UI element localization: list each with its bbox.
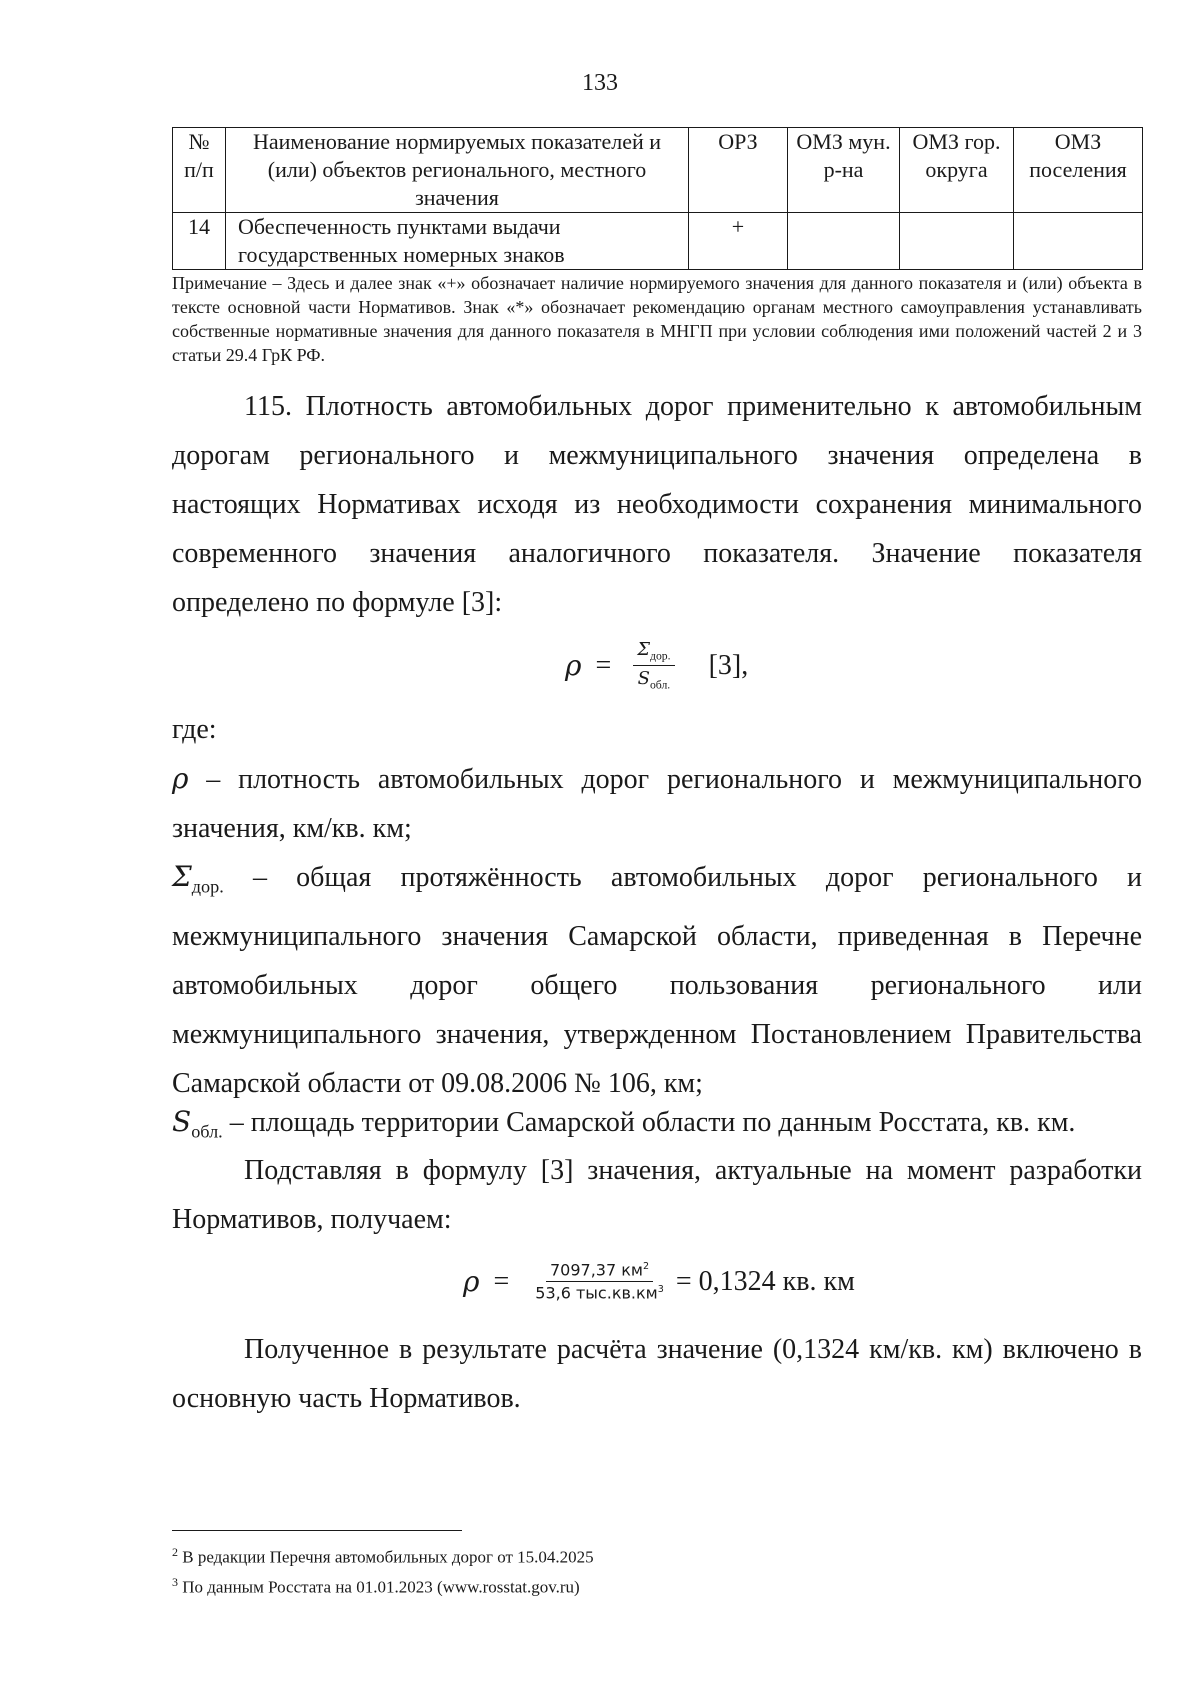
header-omz-gor: ОМЗ гор. округа [900, 128, 1014, 213]
def-rho-text: – плотность автомобильных дорог регионального и межмуниципального значения, км/кв. км; [172, 764, 1142, 844]
formula-den-sub: обл. [649, 678, 671, 692]
footnote-separator [172, 1530, 462, 1531]
formula2-num: 7097,37 км [550, 1260, 643, 1280]
formula2-den-sup: 3 [657, 1284, 664, 1296]
table-header-row [173, 128, 1143, 213]
formula2-eq: = [493, 1265, 510, 1297]
formula2-fraction [531, 1262, 668, 1302]
header-name: Наименование нормируемых показателей и (или) объектов регионального, местного значения [226, 128, 689, 213]
formula2-lhs: ρ [463, 1265, 480, 1299]
footnote-mark: 2 [172, 1545, 178, 1559]
header-omz-mun: ОМЗ мун. р-на [788, 128, 900, 213]
paragraph-115: 115. Плотность автомобильных дорог применительно к автомобильным дорогам регионального и межмуниципального значения определена в настоящих Нормативах исходя из необходимости сохранения минимального современного значения аналогичного показателя. Значение показателя определено по формуле [3]: [172, 391, 1142, 618]
paragraph-substitute: Подставляя в формулу [3] значения, актуальные на момент разработки Нормативов, получаем: [172, 1155, 1142, 1235]
def-sigma-sub: дор. [191, 876, 224, 897]
footnotes [172, 1540, 1142, 1599]
header-omz-pos: ОМЗ поселения [1014, 128, 1143, 213]
cell-number: 14 [173, 213, 226, 270]
formula2-result: = 0,1324 кв. км [675, 1265, 855, 1297]
def-s-symbol: S [172, 1105, 192, 1138]
formula-lhs: ρ [565, 649, 582, 683]
footnote-item [172, 1570, 1142, 1600]
formula-eq: = [595, 649, 612, 681]
formula-den: S [637, 668, 650, 690]
footnote-mark: 3 [172, 1574, 178, 1589]
header-number: № п/п [173, 128, 226, 213]
def-s-text: – площадь территории Самарской области по данным Росстата, кв. км. [222, 1107, 1076, 1138]
cell-omz-gor [900, 213, 1014, 270]
footnote-item [172, 1540, 1142, 1570]
where-label: где: [172, 714, 217, 745]
cell-omz-pos [1014, 213, 1143, 270]
page-number: 133 [582, 70, 618, 96]
def-s-sub: обл. [191, 1121, 223, 1142]
cell-omz-mun [788, 213, 900, 270]
formula2-num-sup: 2 [642, 1261, 650, 1272]
header-orz: ОРЗ [689, 128, 788, 213]
formula-num-sub: дор. [650, 649, 671, 663]
paragraph-result: Полученное в результате расчёта значение (0,1324 км/кв. км) включено в основную часть Нормативов. [172, 1334, 1142, 1414]
def-sigma-symbol: Σ [172, 860, 192, 893]
norms-table [172, 127, 1143, 270]
formula-num: Σ [637, 639, 650, 660]
table-row [173, 213, 1143, 270]
formula-density [565, 640, 748, 692]
def-sigma [172, 852, 1142, 1108]
formula-calculation [463, 1262, 855, 1302]
table-note: Примечание – Здесь и далее знак «+» обозначает наличие нормируемого значения для данного показателя и (или) объекта в тексте основной части Нормативов. Знак «*» обозначает рекомендацию органам местного самоуправления устанавливать собственные нормативные значения для данного показателя в МНГП при условии соблюдения ими положений частей 2 и 3 статьи 29.4 ГрК РФ. [172, 273, 1142, 365]
footnote-text: По данным Росстата на 01.01.2023 (www.rosstat.gov.ru) [178, 1577, 580, 1597]
def-rho [172, 754, 1142, 853]
formula-fraction [633, 640, 674, 692]
cell-orz: + [689, 213, 788, 270]
def-sigma-text: – общая протяжённость автомобильных дорог регионального и межмуниципального значения Самарской области, приведенная в Перечне автомобильных дорог общего пользования регионального или межмуниципального значения, утвержденном Постановлением Правительства Самарской области от 09.08.2006 № 106, км; [172, 862, 1142, 1099]
footnote-text: В редакции Перечня автомобильных дорог от 15.04.2025 [178, 1547, 594, 1567]
cell-name: Обеспеченность пунктами выдачи государственных номерных знаков [226, 213, 689, 270]
def-rho-symbol: ρ [172, 762, 189, 795]
formula-ref: [3], [708, 649, 749, 681]
formula2-den: 53,6 тыс.кв.км [535, 1283, 658, 1303]
